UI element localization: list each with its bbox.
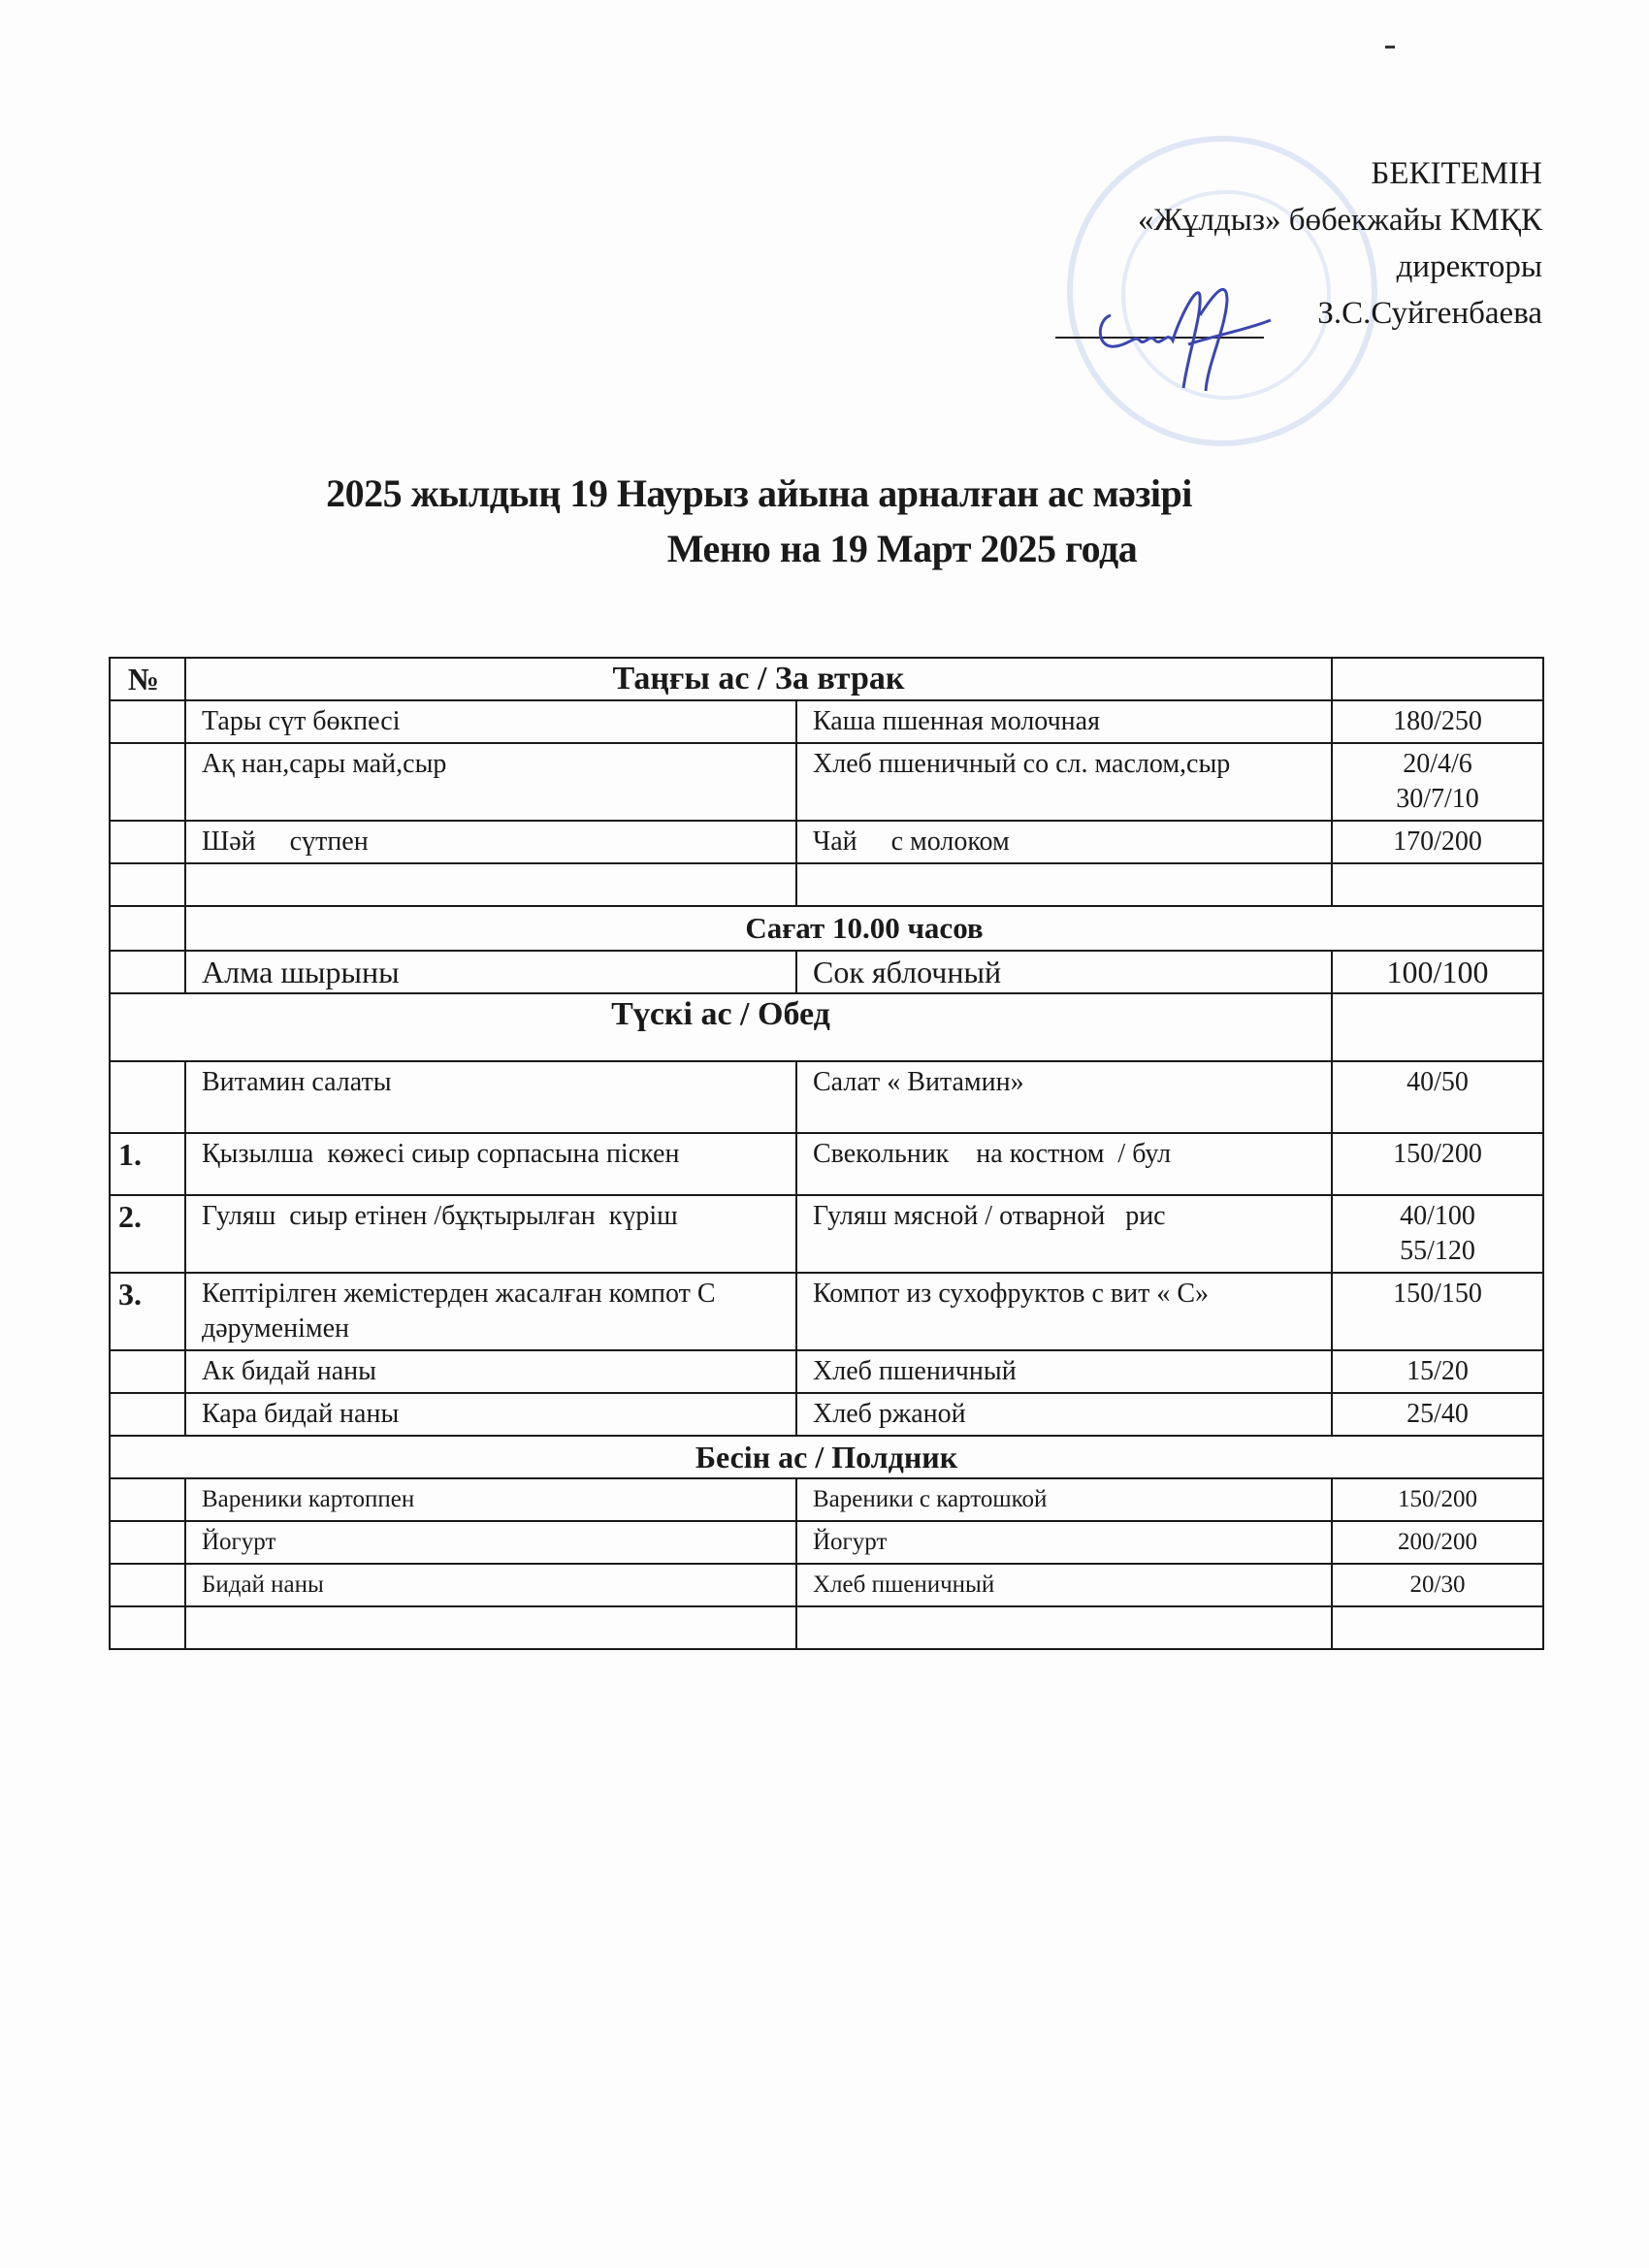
dish-russian: Хлеб пшеничный со сл. маслом,сыр: [796, 743, 1332, 821]
portion: 25/40: [1332, 1393, 1543, 1436]
row-number: 3.: [110, 1273, 185, 1350]
breakfast-header-row: [110, 658, 1543, 700]
table-row: [110, 1478, 1543, 1521]
table-row: [110, 1393, 1543, 1436]
table-row-empty: [110, 863, 1543, 906]
empty-cell: [1332, 1606, 1543, 1649]
table-row: [110, 1133, 1543, 1195]
approval-position: директоры: [1396, 249, 1542, 284]
row-number: [110, 1564, 185, 1606]
table-row: [110, 1061, 1543, 1133]
table-row: [110, 1564, 1543, 1606]
table-row-empty: [110, 1606, 1543, 1649]
table-row: [110, 1195, 1543, 1273]
approval-heading: БЕКІТЕМІН: [1371, 156, 1542, 191]
table-row: [110, 1350, 1543, 1393]
portion: 200/200: [1332, 1521, 1543, 1564]
row-number: [110, 1393, 185, 1436]
portion: 150/200: [1332, 1133, 1543, 1195]
dish-kazakh: Йогурт: [185, 1521, 796, 1564]
empty-cell: [110, 1606, 185, 1649]
approval-organization: «Жұлдыз» бөбекжайы КМҚК: [1137, 203, 1542, 238]
dish-russian: Каша пшенная молочная: [796, 700, 1332, 743]
table-row: [110, 1521, 1543, 1564]
dish-russian: Салат « Витамин»: [796, 1061, 1332, 1133]
empty-cell: [110, 863, 185, 906]
portion: 15/20: [1332, 1350, 1543, 1393]
section-header-lunch: Түскі ас / Обед: [110, 993, 1332, 1061]
row-number: [110, 1478, 185, 1521]
row-number: [110, 743, 185, 821]
dish-russian: Сок яблочный: [796, 951, 1332, 993]
empty-cell: [185, 1606, 796, 1649]
dish-russian: Хлеб ржаной: [796, 1393, 1332, 1436]
table-row: [110, 951, 1543, 993]
portion-small: 40/100: [1400, 1201, 1475, 1231]
row-number: [110, 700, 185, 743]
menu-table: [109, 657, 1544, 1650]
empty-cell: [1332, 993, 1543, 1061]
dish-russian: Вареники с картошкой: [796, 1478, 1332, 1521]
row-number: 1.: [110, 1133, 185, 1195]
dish-kazakh: Гуляш сиыр етінен /бұқтырылған күріш: [185, 1195, 796, 1273]
dish-russian: Йогурт: [796, 1521, 1332, 1564]
portion: 150/200: [1332, 1478, 1543, 1521]
scan-mark: [1385, 46, 1395, 49]
dish-kazakh: Кара бидай наны: [185, 1393, 796, 1436]
dish-kazakh: Шәй сүтпен: [185, 821, 796, 863]
dish-kazakh: Вареники картоппен: [185, 1478, 796, 1521]
number-column-header: №: [110, 658, 185, 700]
empty-cell: [110, 906, 185, 951]
section-header-afternoon-snack: Бесін ас / Полдник: [110, 1436, 1543, 1478]
portion: 180/250: [1332, 700, 1543, 743]
afternoon-header-row: [110, 1436, 1543, 1478]
portion: [1332, 1195, 1543, 1273]
lunch-header-row: [110, 993, 1543, 1061]
dish-russian: Хлеб пшеничный: [796, 1564, 1332, 1606]
dish-kazakh: Алма шырыны: [185, 951, 796, 993]
row-number: [110, 1061, 185, 1133]
row-number: [110, 1350, 185, 1393]
portion: 40/50: [1332, 1061, 1543, 1133]
empty-cell: [185, 863, 796, 906]
table-row: [110, 1273, 1543, 1350]
title-kazakh: 2025 жылдың 19 Наурыз айына арналған ас мәзірі: [326, 471, 1192, 515]
snack10-header-row: [110, 906, 1543, 951]
empty-cell: [796, 863, 1332, 906]
dish-kazakh: Бидай наны: [185, 1564, 796, 1606]
dish-russian: Чай с молоком: [796, 821, 1332, 863]
table-row: [110, 700, 1543, 743]
portion: [1332, 743, 1543, 821]
portion-small: 20/4/6: [1403, 749, 1472, 779]
dish-kazakh: Тары сүт бөкпесі: [185, 700, 796, 743]
portion: 100/100: [1332, 951, 1543, 993]
dish-kazakh: Витамин салаты: [185, 1061, 796, 1133]
approval-director-name: З.С.Суйгенбаева: [1317, 296, 1542, 331]
dish-kazakh: Кептірілген жемістерден жасалған компот С дәруменімен: [185, 1273, 796, 1350]
dish-russian: Свекольник на костном / бул: [796, 1133, 1332, 1195]
empty-cell: [1332, 658, 1543, 700]
portion-large: 30/7/10: [1396, 784, 1479, 814]
table-row: [110, 821, 1543, 863]
row-number: 2.: [110, 1195, 185, 1273]
row-number: [110, 821, 185, 863]
dish-russian: Хлеб пшеничный: [796, 1350, 1332, 1393]
empty-cell: [796, 1606, 1332, 1649]
portion: 150/150: [1332, 1273, 1543, 1350]
dish-kazakh: Ақ нан,сары май,сыр: [185, 743, 796, 821]
row-number: [110, 951, 185, 993]
dish-russian: Компот из сухофруктов с вит « С»: [796, 1273, 1332, 1350]
dish-russian: Гуляш мясной / отварной рис: [796, 1195, 1332, 1273]
dish-kazakh: Ак бидай наны: [185, 1350, 796, 1393]
table-row: [110, 743, 1543, 821]
row-number: [110, 1521, 185, 1564]
signature-icon: [1091, 276, 1285, 393]
empty-cell: [1332, 863, 1543, 906]
portion: 20/30: [1332, 1564, 1543, 1606]
portion: 170/200: [1332, 821, 1543, 863]
portion-large: 55/120: [1400, 1236, 1475, 1266]
title-russian: Меню на 19 Март 2025 года: [666, 527, 1138, 570]
section-header-snack-10: Сағат 10.00 часов: [185, 906, 1543, 951]
dish-kazakh: Қызылша көжесі сиыр сорпасына піскен: [185, 1133, 796, 1195]
section-header-breakfast: Таңғы ас / За втрак: [185, 658, 1332, 700]
